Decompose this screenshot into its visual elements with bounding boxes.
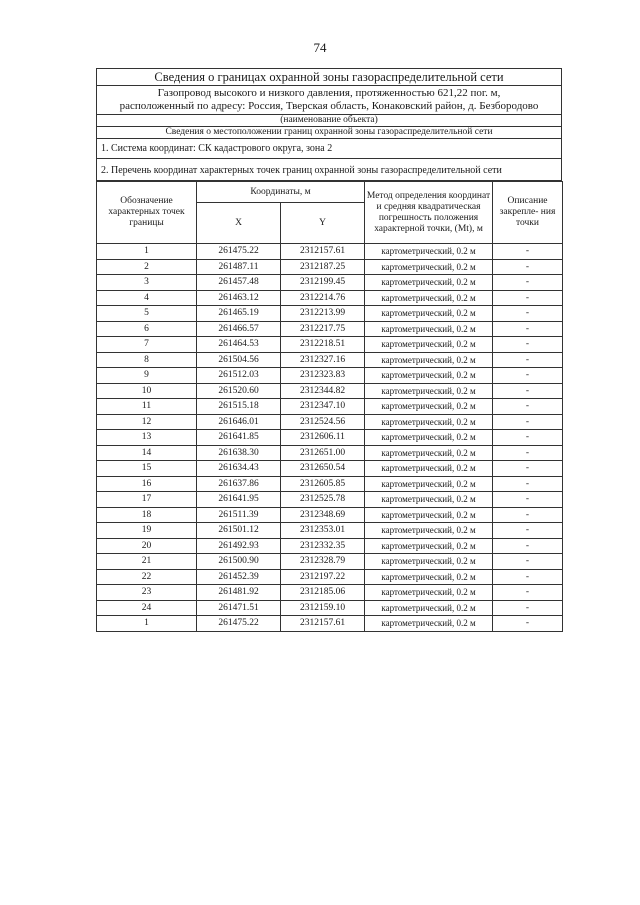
cell-y: 2312187.25	[281, 259, 365, 275]
page-number: 74	[313, 40, 327, 55]
cell-point: 9	[97, 368, 197, 384]
cell-y: 2312328.79	[281, 554, 365, 570]
cell-point: 12	[97, 414, 197, 430]
cell-x: 261481.92	[197, 585, 281, 601]
table-row	[97, 275, 563, 291]
cell-description: -	[493, 507, 563, 523]
document-body	[96, 68, 562, 632]
header-method: Метод определения координат и средняя квадратическая погрешность положения характерной точки, (Mt), м	[365, 182, 493, 244]
cell-x: 261457.48	[197, 275, 281, 291]
header-y: Y	[281, 203, 365, 244]
cell-x: 261464.53	[197, 337, 281, 353]
cell-point: 4	[97, 290, 197, 306]
cell-description: -	[493, 554, 563, 570]
cell-x: 261634.43	[197, 461, 281, 477]
table-row	[97, 461, 563, 477]
cell-point: 10	[97, 383, 197, 399]
cell-method: картометрический, 0.2 м	[365, 399, 493, 415]
cell-y: 2312199.45	[281, 275, 365, 291]
table-row	[97, 569, 563, 585]
cell-point: 21	[97, 554, 197, 570]
table-row	[97, 321, 563, 337]
cell-y: 2312157.61	[281, 244, 365, 260]
cell-point: 5	[97, 306, 197, 322]
cell-description: -	[493, 461, 563, 477]
cell-x: 261504.56	[197, 352, 281, 368]
cell-description: -	[493, 368, 563, 384]
cell-y: 2312344.82	[281, 383, 365, 399]
cell-y: 2312218.51	[281, 337, 365, 353]
cell-y: 2312525.78	[281, 492, 365, 508]
cell-method: картометрический, 0.2 м	[365, 352, 493, 368]
cell-y: 2312327.16	[281, 352, 365, 368]
cell-x: 261471.51	[197, 600, 281, 616]
table-row	[97, 259, 563, 275]
cell-x: 261463.12	[197, 290, 281, 306]
table-row	[97, 368, 563, 384]
cell-description: -	[493, 492, 563, 508]
cell-method: картометрический, 0.2 м	[365, 476, 493, 492]
cell-x: 261475.22	[197, 616, 281, 632]
cell-description: -	[493, 523, 563, 539]
cell-point: 17	[97, 492, 197, 508]
cell-description: -	[493, 290, 563, 306]
object-line-2: расположенный по адресу: Россия, Тверская область, Конаковский район, д. Безбородово	[119, 100, 539, 112]
cell-description: -	[493, 352, 563, 368]
cell-method: картометрический, 0.2 м	[365, 259, 493, 275]
cell-point: 18	[97, 507, 197, 523]
table-row	[97, 492, 563, 508]
header-x: X	[197, 203, 281, 244]
cell-y: 2312213.99	[281, 306, 365, 322]
cell-method: картометрический, 0.2 м	[365, 306, 493, 322]
cell-point: 2	[97, 259, 197, 275]
cell-point: 8	[97, 352, 197, 368]
cell-description: -	[493, 476, 563, 492]
coordinate-system: 1. Система координат: СК кадастрового округа, зона 2	[96, 139, 562, 159]
cell-y: 2312332.35	[281, 538, 365, 554]
cell-point: 22	[97, 569, 197, 585]
cell-method: картометрический, 0.2 м	[365, 275, 493, 291]
cell-point: 20	[97, 538, 197, 554]
cell-x: 261520.60	[197, 383, 281, 399]
cell-description: -	[493, 445, 563, 461]
cell-y: 2312650.54	[281, 461, 365, 477]
table-row	[97, 554, 563, 570]
cell-x: 261641.85	[197, 430, 281, 446]
cell-x: 261511.39	[197, 507, 281, 523]
table-row	[97, 476, 563, 492]
cell-x: 261638.30	[197, 445, 281, 461]
cell-method: картометрический, 0.2 м	[365, 585, 493, 601]
table-row	[97, 445, 563, 461]
cell-description: -	[493, 275, 563, 291]
coordinates-list-title: 2. Перечень координат характерных точек границ охранной зоны газораспределительной сети	[96, 159, 562, 181]
table-row	[97, 585, 563, 601]
cell-method: картометрический, 0.2 м	[365, 523, 493, 539]
cell-y: 2312159.10	[281, 600, 365, 616]
cell-method: картометрический, 0.2 м	[365, 461, 493, 477]
cell-method: картометрический, 0.2 м	[365, 492, 493, 508]
cell-x: 261487.11	[197, 259, 281, 275]
cell-description: -	[493, 337, 563, 353]
cell-description: -	[493, 538, 563, 554]
table-body	[97, 244, 563, 632]
cell-x: 261452.39	[197, 569, 281, 585]
cell-y: 2312214.76	[281, 290, 365, 306]
cell-point: 23	[97, 585, 197, 601]
cell-point: 6	[97, 321, 197, 337]
cell-point: 3	[97, 275, 197, 291]
cell-y: 2312347.10	[281, 399, 365, 415]
cell-y: 2312348.69	[281, 507, 365, 523]
cell-method: картометрический, 0.2 м	[365, 383, 493, 399]
cell-method: картометрический, 0.2 м	[365, 368, 493, 384]
cell-method: картометрический, 0.2 м	[365, 290, 493, 306]
table-row	[97, 352, 563, 368]
cell-method: картометрический, 0.2 м	[365, 507, 493, 523]
object-name	[96, 86, 562, 115]
table-row	[97, 430, 563, 446]
cell-x: 261500.90	[197, 554, 281, 570]
cell-description: -	[493, 259, 563, 275]
cell-x: 261515.18	[197, 399, 281, 415]
cell-x: 261465.19	[197, 306, 281, 322]
cell-y: 2312157.61	[281, 616, 365, 632]
cell-point: 7	[97, 337, 197, 353]
cell-point: 19	[97, 523, 197, 539]
cell-point: 11	[97, 399, 197, 415]
cell-description: -	[493, 321, 563, 337]
cell-y: 2312323.83	[281, 368, 365, 384]
table-row	[97, 383, 563, 399]
table-row	[97, 538, 563, 554]
object-line-1: Газопровод высокого и низкого давления, протяженностью 621,22 пог. м,	[157, 87, 501, 99]
cell-method: картометрический, 0.2 м	[365, 616, 493, 632]
cell-x: 261466.57	[197, 321, 281, 337]
cell-method: картометрический, 0.2 м	[365, 554, 493, 570]
cell-y: 2312605.85	[281, 476, 365, 492]
cell-description: -	[493, 430, 563, 446]
cell-y: 2312217.75	[281, 321, 365, 337]
cell-point: 16	[97, 476, 197, 492]
cell-description: -	[493, 244, 563, 260]
header-description: Описание закрепле- ния точки	[493, 182, 563, 244]
cell-x: 261475.22	[197, 244, 281, 260]
cell-y: 2312524.56	[281, 414, 365, 430]
table-row	[97, 600, 563, 616]
cell-description: -	[493, 306, 563, 322]
table-row	[97, 337, 563, 353]
cell-description: -	[493, 569, 563, 585]
cell-y: 2312606.11	[281, 430, 365, 446]
cell-method: картометрический, 0.2 м	[365, 538, 493, 554]
cell-x: 261637.86	[197, 476, 281, 492]
coordinates-table	[96, 181, 563, 632]
cell-description: -	[493, 616, 563, 632]
table-row	[97, 399, 563, 415]
cell-description: -	[493, 383, 563, 399]
cell-method: картометрический, 0.2 м	[365, 600, 493, 616]
section-title: Сведения о местоположении границ охранной зоны газораспределительной сети	[96, 127, 562, 139]
cell-y: 2312353.01	[281, 523, 365, 539]
cell-point: 1	[97, 244, 197, 260]
cell-method: картометрический, 0.2 м	[365, 337, 493, 353]
cell-x: 261646.01	[197, 414, 281, 430]
cell-description: -	[493, 414, 563, 430]
cell-point: 24	[97, 600, 197, 616]
cell-method: картометрический, 0.2 м	[365, 430, 493, 446]
cell-description: -	[493, 399, 563, 415]
cell-point: 15	[97, 461, 197, 477]
cell-method: картометрический, 0.2 м	[365, 569, 493, 585]
cell-y: 2312651.00	[281, 445, 365, 461]
cell-point: 14	[97, 445, 197, 461]
table-row	[97, 306, 563, 322]
table-row	[97, 244, 563, 260]
table-row	[97, 523, 563, 539]
header-coords: Координаты, м	[197, 182, 365, 203]
cell-description: -	[493, 600, 563, 616]
document-title: Сведения о границах охранной зоны газораспределительной сети	[96, 68, 562, 86]
cell-point: 13	[97, 430, 197, 446]
cell-x: 261512.03	[197, 368, 281, 384]
table-row	[97, 414, 563, 430]
cell-x: 261492.93	[197, 538, 281, 554]
cell-method: картометрический, 0.2 м	[365, 445, 493, 461]
cell-method: картометрический, 0.2 м	[365, 244, 493, 260]
table-row	[97, 507, 563, 523]
table-row	[97, 290, 563, 306]
cell-x: 261501.12	[197, 523, 281, 539]
table-row	[97, 616, 563, 632]
cell-method: картометрический, 0.2 м	[365, 414, 493, 430]
object-caption: (наименование объекта)	[96, 115, 562, 127]
cell-y: 2312197.22	[281, 569, 365, 585]
cell-description: -	[493, 585, 563, 601]
cell-x: 261641.95	[197, 492, 281, 508]
header-point: Обозначение характерных точек границы	[97, 182, 197, 244]
cell-y: 2312185.06	[281, 585, 365, 601]
cell-method: картометрический, 0.2 м	[365, 321, 493, 337]
cell-point: 1	[97, 616, 197, 632]
